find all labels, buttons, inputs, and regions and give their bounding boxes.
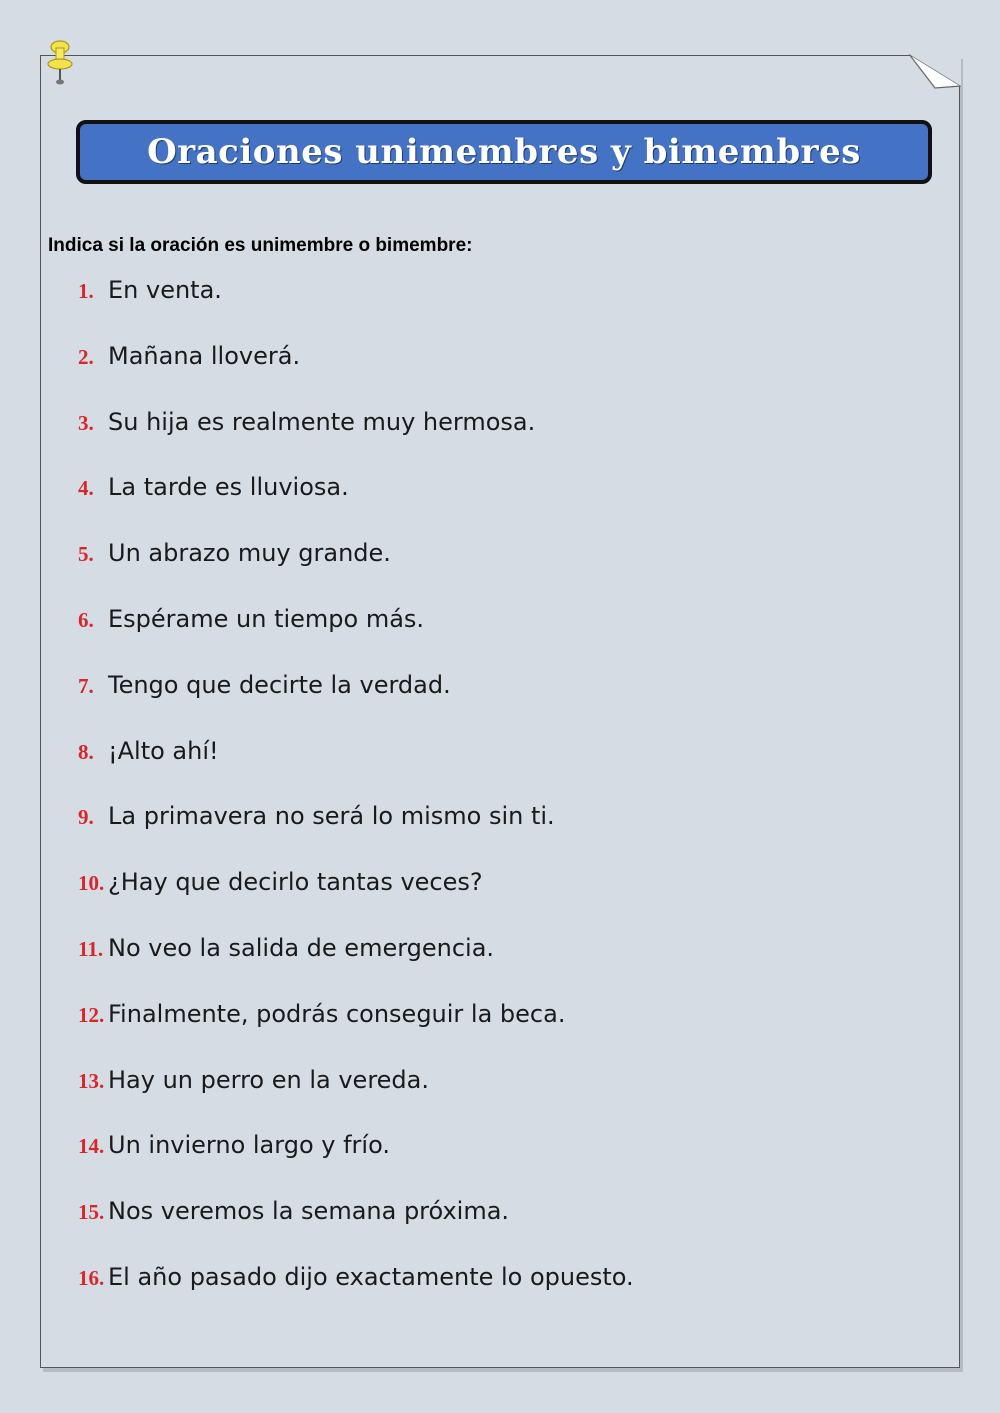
- list-item: [78, 539, 634, 605]
- item-sentence: Nos veremos la semana próxima.: [108, 1197, 510, 1226]
- list-item: [78, 671, 634, 737]
- list-item: [78, 408, 634, 474]
- list-item: [78, 802, 634, 868]
- item-sentence: Espérame un tiempo más.: [108, 604, 425, 633]
- item-sentence: Hay un perro en la vereda.: [108, 1065, 429, 1094]
- item-number: 14.: [78, 1134, 105, 1159]
- list-item: [78, 1000, 634, 1066]
- pushpin-icon: [44, 38, 76, 88]
- list-item: [78, 342, 634, 408]
- item-number: 5.: [78, 542, 94, 567]
- list-item: [78, 473, 634, 539]
- item-number: 9.: [78, 805, 94, 830]
- item-number: 12.: [78, 1002, 105, 1027]
- list-item: [78, 1066, 634, 1132]
- item-number: 4.: [78, 476, 94, 501]
- item-number: 13.: [78, 1068, 105, 1093]
- item-number: 3.: [78, 410, 94, 435]
- item-number: 7.: [78, 673, 94, 698]
- item-sentence: ¿Hay que decirlo tantas veces?: [108, 868, 483, 897]
- item-sentence: Un invierno largo y frío.: [108, 1131, 390, 1160]
- title-banner: [76, 120, 932, 184]
- item-sentence: Tengo que decirte la verdad.: [108, 670, 451, 699]
- item-number: 15.: [78, 1200, 105, 1225]
- item-number: 2.: [78, 344, 94, 369]
- list-item: [78, 934, 634, 1000]
- sentence-list: [78, 276, 634, 1329]
- instruction-text: Indica si la oración es unimembre o bimembre:: [48, 235, 473, 256]
- item-sentence: ¡Alto ahí!: [108, 736, 219, 765]
- list-item: [78, 1197, 634, 1263]
- list-item: [78, 737, 634, 803]
- list-item: [78, 868, 634, 934]
- item-sentence: La tarde es lluviosa.: [108, 473, 349, 502]
- list-item: [78, 276, 634, 342]
- page-curl-icon: [909, 54, 961, 90]
- item-number: 6.: [78, 607, 94, 632]
- item-number: 11.: [78, 936, 104, 961]
- item-sentence: Mañana lloverá.: [108, 341, 301, 370]
- item-number: 1.: [78, 279, 94, 303]
- item-sentence: En venta.: [108, 276, 222, 304]
- list-item: [78, 1263, 634, 1329]
- item-sentence: Un abrazo muy grande.: [108, 539, 391, 568]
- list-item: [78, 1131, 634, 1197]
- item-sentence: Su hija es realmente muy hermosa.: [108, 407, 536, 436]
- item-sentence: No veo la salida de emergencia.: [108, 933, 495, 962]
- item-number: 16.: [78, 1265, 105, 1290]
- item-sentence: El año pasado dijo exactamente lo opuesto.: [108, 1262, 634, 1291]
- item-sentence: Finalmente, podrás conseguir la beca.: [108, 999, 566, 1028]
- item-sentence: La primavera no será lo mismo sin ti.: [108, 802, 555, 831]
- item-number: 8.: [78, 739, 94, 764]
- page-title: Oraciones unimembres y bimembres: [147, 132, 861, 172]
- item-number: 10.: [78, 871, 105, 896]
- list-item: [78, 605, 634, 671]
